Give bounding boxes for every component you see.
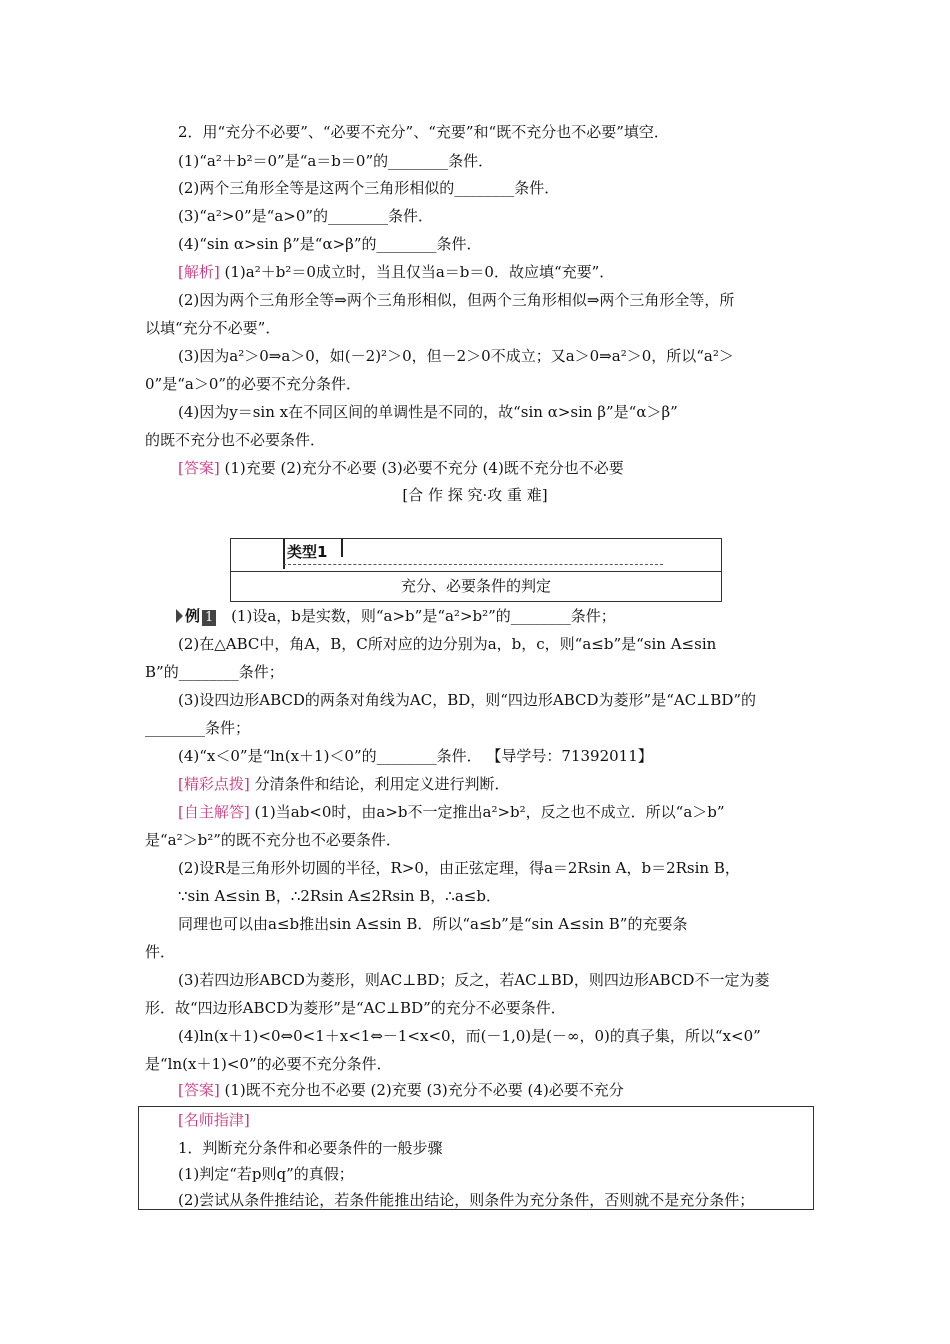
example-line: (2)在△ABC中，角A，B，C所对应的边分别为a，b，c，则“a≤b”是“sin A≤sin xyxy=(178,635,717,653)
teacher-line: (2)尝试从条件推结论，若条件能推出结论，则条件为充分条件，否则就不是充分条件； xyxy=(178,1191,755,1209)
example-tag: 例 xyxy=(185,607,201,625)
teacher-line: (1)判定“若p则q”的真假； xyxy=(178,1165,354,1183)
section-title: [合 作 探 究·攻 重 难] xyxy=(402,486,548,504)
solution-line: (4)ln(x＋1)<0⇔0<1＋x<1⇔－1<x<0，而(－1,0)是(－∞，0)的真子集，所以“x<0” xyxy=(178,1027,761,1045)
analysis-text: (1)a²＋b²＝0成立时，当且仅当a＝b＝0．故应填“充要”． xyxy=(224,263,615,281)
example-line: (4)“x＜0”是“ln(x＋1)＜0”的________条件． 【导学号：71392011】 xyxy=(178,747,653,765)
example-line: B”的________条件； xyxy=(145,663,284,681)
example-line xyxy=(176,606,856,626)
solution-line: 同理也可以由a≤b推出sin A≤sin B．所以“a≤b”是“sin A≤sin B”的充要条 xyxy=(178,915,688,933)
type-divider xyxy=(283,564,663,565)
answer-line xyxy=(178,458,858,478)
analysis-line xyxy=(178,262,858,282)
answer-tag: [答案] xyxy=(178,459,220,477)
solution-line: 件． xyxy=(145,943,176,961)
solution-line: 是“a²＞b²”的既不充分也不必要条件． xyxy=(145,831,401,849)
answer-line xyxy=(178,1080,858,1100)
solution-line xyxy=(178,802,858,822)
example-line: ________条件； xyxy=(145,719,251,737)
answer-tag: [答案] xyxy=(178,1081,220,1099)
analysis-line: (4)因为y＝sin x在不同区间的单调性是不同的，故“sin α>sin β”是“α＞β” xyxy=(178,403,678,421)
analysis-line: (3)因为a²＞0⇒a＞0，如(－2)²＞0，但－2＞0不成立；又a＞0⇒a²＞0，所以“a²＞ xyxy=(178,347,734,365)
analysis-line: 0”是“a＞0”的必要不充分条件． xyxy=(145,375,362,393)
solution-line: ∵sin A≤sin B，∴2Rsin A≤2Rsin B，∴a≤b． xyxy=(178,887,501,905)
hint-tag: [精彩点拨] xyxy=(178,775,250,793)
example-text: (1)设a，b是实数，则“a>b”是“a²>b²”的________条件； xyxy=(231,607,616,625)
question-item: (4)“sin α>sin β”是“α>β”的________条件． xyxy=(178,235,482,253)
teacher-tag: [名师指津] xyxy=(178,1111,250,1129)
analysis-line: (2)因为两个三角形全等⇒两个三角形相似，但两个三角形相似⇒两个三角形全等，所 xyxy=(178,291,735,309)
analysis-line: 以填“充分不必要”． xyxy=(145,319,281,337)
question-stem: 2．用“充分不必要”、“必要不充分”、“充要”和“既不充分也不必要”填空． xyxy=(178,123,669,141)
solution-tag: [自主解答] xyxy=(178,803,250,821)
solution-line: (2)设R是三角形外切圆的半径，R>0，由正弦定理，得a＝2Rsin A，b＝2Rsin B， xyxy=(178,859,740,877)
question-item: (2)两个三角形全等是这两个三角形相似的________条件． xyxy=(178,179,560,197)
analysis-line: 的既不充分也不必要条件． xyxy=(145,431,326,449)
question-item: (3)“a²>0”是“a>0”的________条件． xyxy=(178,207,434,225)
example-line: (3)设四边形ABCD的两条对角线为AC，BD，则“四边形ABCD为菱形”是“AC⊥BD”的 xyxy=(178,691,757,709)
answer-text: (1)充要 (2)充分不必要 (3)必要不充分 (4)既不充分也不必要 xyxy=(224,459,624,477)
type-title: 充分、必要条件的判定 xyxy=(400,577,551,595)
teacher-line: 1．判断充分条件和必要条件的一般步骤 xyxy=(178,1139,443,1157)
hint-line xyxy=(178,774,858,794)
type-label-end xyxy=(341,539,343,557)
type-box-rule xyxy=(231,571,721,572)
solution-line: (3)若四边形ABCD为菱形，则AC⊥BD；反之，若AC⊥BD，则四边形ABCD不一定为菱 xyxy=(178,971,770,989)
example-number: 1 xyxy=(202,610,216,626)
play-arrow-icon xyxy=(176,609,183,623)
solution-text: (1)当ab<0时，由a>b不一定推出a²>b²，反之也不成立．所以“a＞b” xyxy=(254,803,725,821)
solution-line: 是“ln(x＋1)<0”的必要不充分条件． xyxy=(145,1055,392,1073)
type-box xyxy=(230,538,722,602)
type-label: 类型1 xyxy=(287,543,328,561)
answer-text: (1)既不充分也不必要 (2)充要 (3)充分不必要 (4)必要不充分 xyxy=(224,1081,624,1099)
question-item: (1)“a²＋b²＝0”是“a＝b＝0”的________条件． xyxy=(178,152,494,170)
analysis-tag: [解析] xyxy=(178,263,220,281)
solution-line: 形．故“四边形ABCD为菱形”是“AC⊥BD”的充分不必要条件． xyxy=(145,999,566,1017)
hint-text: 分清条件和结论，利用定义进行判断． xyxy=(254,775,510,793)
